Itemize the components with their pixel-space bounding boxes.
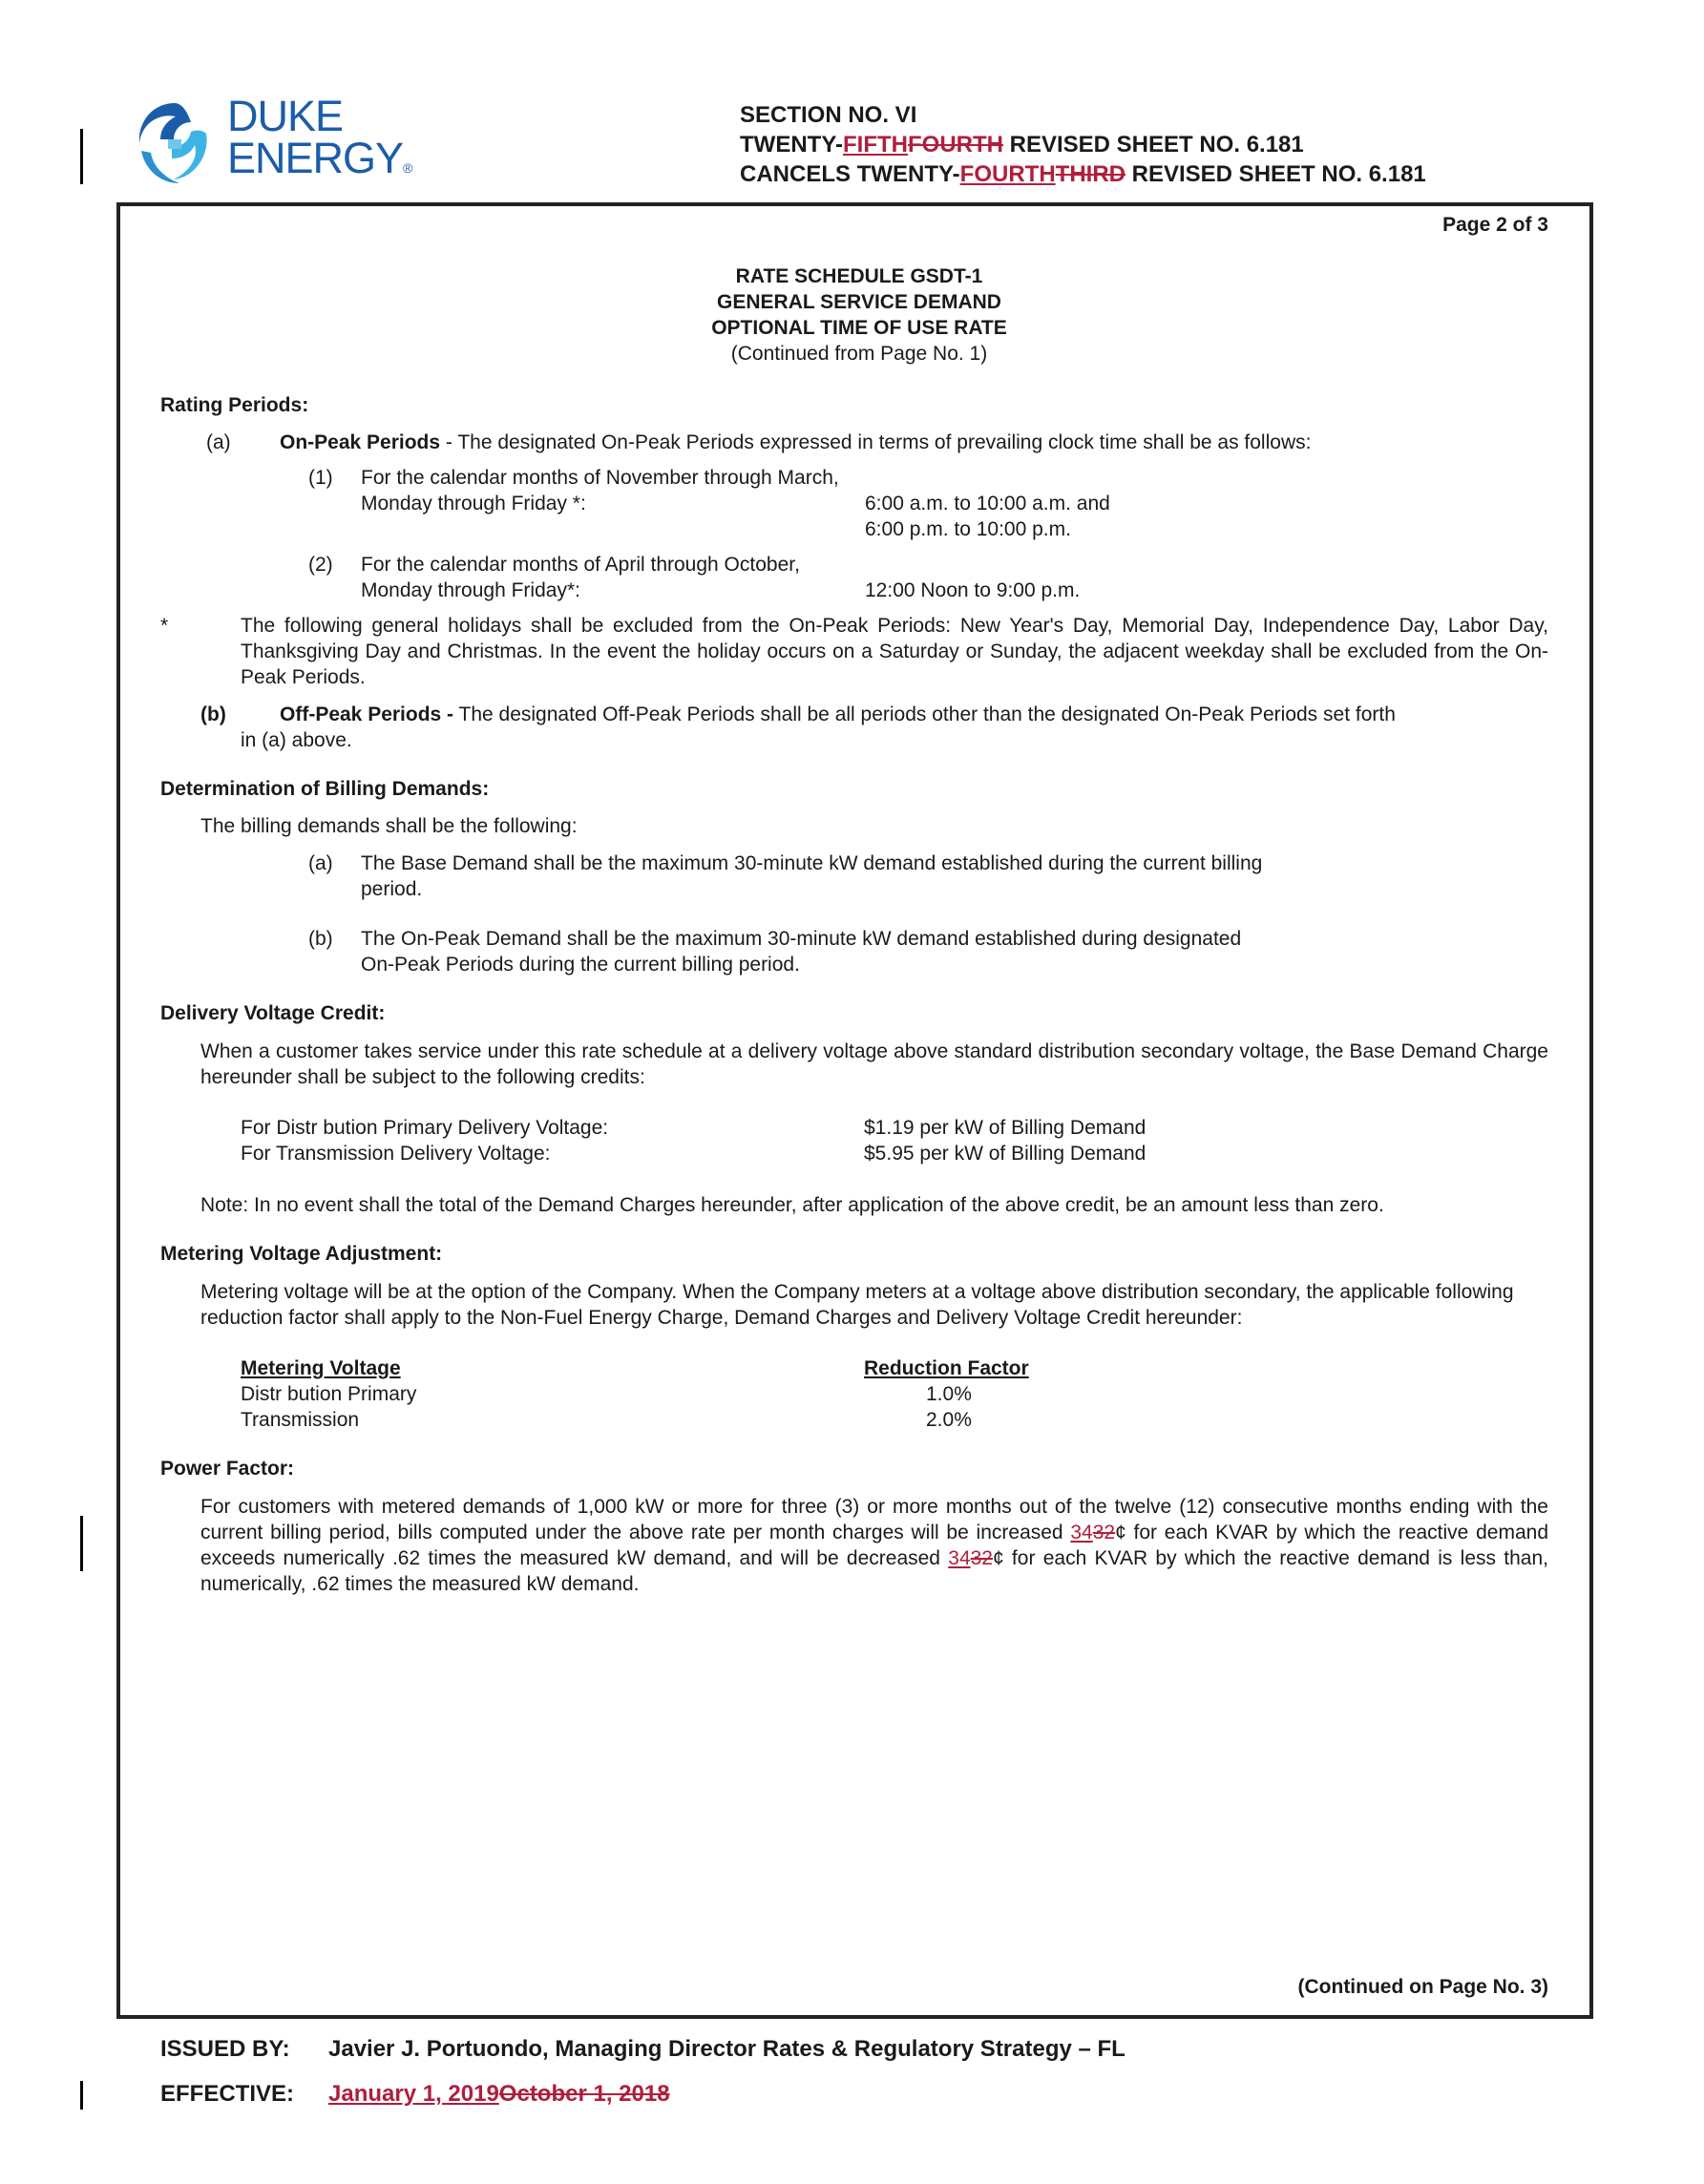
on-peak-text: - The designated On-Peak Periods expressed in terms of prevailing clock time shall be as follows:	[440, 431, 1312, 453]
sheet-number	[740, 130, 1426, 159]
period-1-time-1: 6:00 a.m. to 10:00 a.m. and	[865, 493, 1110, 514]
off-peak-text-continued: in (a) above.	[241, 729, 352, 751]
document-frame	[116, 202, 1593, 2019]
off-peak-title: Off-Peak Periods -	[280, 704, 454, 725]
transmission-credit-value: $5.95 per kW of Billing Demand	[864, 1143, 1147, 1165]
logo-line-2-text: ENERGY	[227, 134, 404, 182]
effective-deleted-date: October 1, 2018	[498, 2081, 670, 2107]
metering-heading: Metering Voltage Adjustment:	[160, 1243, 443, 1265]
base-demand-line-2: period.	[361, 878, 423, 900]
on-peak-title: On-Peak Periods	[280, 431, 441, 453]
sheet-inserted-text: FIFTH	[843, 132, 908, 158]
sheet-prefix: TWENTY-	[740, 132, 843, 158]
change-bar	[80, 2081, 83, 2110]
period-1-number: (1)	[308, 467, 333, 489]
period-1-time-2: 6:00 p.m. to 10:00 p.m.	[865, 518, 1071, 540]
transmission-credit-label: For Transmission Delivery Voltage:	[241, 1143, 551, 1165]
billing-demands-intro: The billing demands shall be the following:	[200, 815, 578, 837]
off-peak-marker: (b)	[200, 704, 226, 725]
duke-energy-logo-icon	[132, 95, 218, 191]
holiday-asterisk: *	[160, 615, 169, 637]
power-factor-text-part-1: For customers with metered demands of 1,000 kW or more for three (3) or more months out of the twelve (12) consecutive months ending with the current billing period, bills computed under the above rate per month charges will be increased	[200, 1496, 1548, 1544]
holiday-note: The following general holidays shall be excluded from the On-Peak Periods: New Year's Day, Memorial Day, Independence Day, Labor Day, Thanksgiving Day and Christmas. In the event the holiday occurs on a Saturday or Sunday, the adjacent weekday shall be excluded from the On-Peak Periods.	[241, 615, 1548, 688]
period-2-line-2: Monday through Friday*:	[361, 579, 580, 601]
metering-text: Metering voltage will be at the option of the Company. When the Company meters at a voltage above distribution secondary, the applicable following reduction factor shall apply to the Non-Fuel Energy Charge, Demand Charges and Delivery Voltage Credit hereunder:	[200, 1281, 1514, 1329]
on-peak-demand-line-1: The On-Peak Demand shall be the maximum 30-minute kW demand established during designated	[361, 928, 1242, 950]
logo-wordmark	[227, 92, 412, 189]
page-label: Page 2 of 3	[1442, 214, 1548, 236]
on-peak-marker: (a)	[206, 431, 231, 453]
issued-by	[160, 2036, 1125, 2063]
logo-line-2	[227, 134, 412, 189]
title-line-4: (Continued from Page No. 1)	[730, 343, 988, 365]
reduction-factor-header: Reduction Factor	[864, 1357, 1029, 1379]
power-factor-text-part-2: ¢ for each KVAR by which the reactive demand exceeds numerically .62 times the measured kW demand, and will be decreased	[200, 1522, 1548, 1569]
on-peak-demand-marker: (b)	[308, 928, 333, 950]
increase-deleted-value: 32	[1092, 1522, 1116, 1544]
title-line-2: GENERAL SERVICE DEMAND	[717, 291, 1001, 313]
off-peak-text: The designated Off-Peak Periods shall be all periods other than the designated On-Peak Periods set forth	[453, 704, 1396, 725]
cancels-prefix: CANCELS TWENTY-	[740, 161, 960, 187]
effective-inserted-date: January 1, 2019	[328, 2081, 499, 2107]
metering-row-factor: 1.0%	[926, 1383, 972, 1405]
section-number: SECTION NO. VI	[740, 102, 917, 128]
effective-label: EFFECTIVE:	[160, 2081, 295, 2107]
title-line-3: OPTIONAL TIME OF USE RATE	[711, 317, 1007, 339]
off-peak-definition	[280, 702, 1549, 727]
sheet-deleted-text: FOURTH	[907, 132, 1003, 158]
period-2-number: (2)	[308, 554, 333, 576]
increase-inserted-value: 34	[1070, 1522, 1093, 1544]
cancels-suffix: REVISED SHEET NO. 6.181	[1125, 161, 1426, 187]
period-1-line-2: Monday through Friday *:	[361, 493, 586, 514]
metering-row-voltage: Distr bution Primary	[241, 1383, 417, 1405]
decrease-inserted-value: 34	[948, 1547, 971, 1569]
delivery-voltage-heading: Delivery Voltage Credit:	[160, 1002, 386, 1024]
power-factor-text-part-3: ¢ for each KVAR by which the reactive demand is less than, numerically, .62 times the measured kW demand.	[200, 1547, 1548, 1595]
power-factor-text	[200, 1494, 1548, 1597]
rate-schedule-title	[573, 263, 1146, 367]
on-peak-demand-line-2: On-Peak Periods during the current billing period.	[361, 954, 800, 976]
metering-row-factor: 2.0%	[926, 1409, 972, 1431]
delivery-voltage-text: When a customer takes service under this rate schedule at a delivery voltage above standard distribution secondary voltage, the Base Demand Charge hereunder shall be subject to the following credits:	[200, 1040, 1548, 1088]
logo-line-1: DUKE	[227, 92, 344, 140]
duke-energy-logo	[132, 92, 418, 191]
decrease-deleted-value: 32	[970, 1547, 993, 1569]
on-peak-definition	[280, 430, 1549, 455]
continued-note: (Continued on Page No. 3)	[1297, 1976, 1548, 1998]
metering-row-voltage: Transmission	[241, 1409, 360, 1431]
metering-voltage-header: Metering Voltage	[241, 1357, 401, 1379]
power-factor-heading: Power Factor:	[160, 1458, 295, 1480]
primary-credit-label: For Distr bution Primary Delivery Voltage:	[241, 1117, 609, 1139]
issued-by-label: ISSUED BY:	[160, 2036, 290, 2062]
sheet-suffix: REVISED SHEET NO. 6.181	[1002, 132, 1304, 158]
change-bar	[80, 129, 83, 184]
sheet-header	[740, 100, 1426, 189]
effective-date	[160, 2081, 670, 2108]
period-2-time: 12:00 Noon to 9:00 p.m.	[865, 579, 1081, 601]
cancels-deleted-text: THIRD	[1055, 161, 1125, 187]
title-line-1: RATE SCHEDULE GSDT-1	[735, 265, 983, 287]
change-bar	[80, 1516, 83, 1571]
period-2-line-1: For the calendar months of April through October,	[361, 554, 800, 576]
period-1-line-1: For the calendar months of November through March,	[361, 467, 839, 489]
base-demand-marker: (a)	[308, 852, 333, 874]
base-demand-line-1: The Base Demand shall be the maximum 30-minute kW demand established during the current billing	[361, 852, 1263, 874]
issued-by-value: Javier J. Portuondo, Managing Director Rates & Regulatory Strategy – FL	[328, 2036, 1125, 2062]
registered-mark: ®	[403, 160, 412, 176]
delivery-voltage-note: Note: In no event shall the total of the Demand Charges hereunder, after application of the above credit, be an amount less than zero.	[200, 1194, 1384, 1216]
cancels-sheet	[740, 159, 1426, 189]
billing-demands-heading: Determination of Billing Demands:	[160, 778, 490, 800]
primary-credit-value: $1.19 per kW of Billing Demand	[864, 1117, 1147, 1139]
rating-periods-heading: Rating Periods:	[160, 394, 309, 416]
cancels-inserted-text: FOURTH	[959, 161, 1056, 187]
